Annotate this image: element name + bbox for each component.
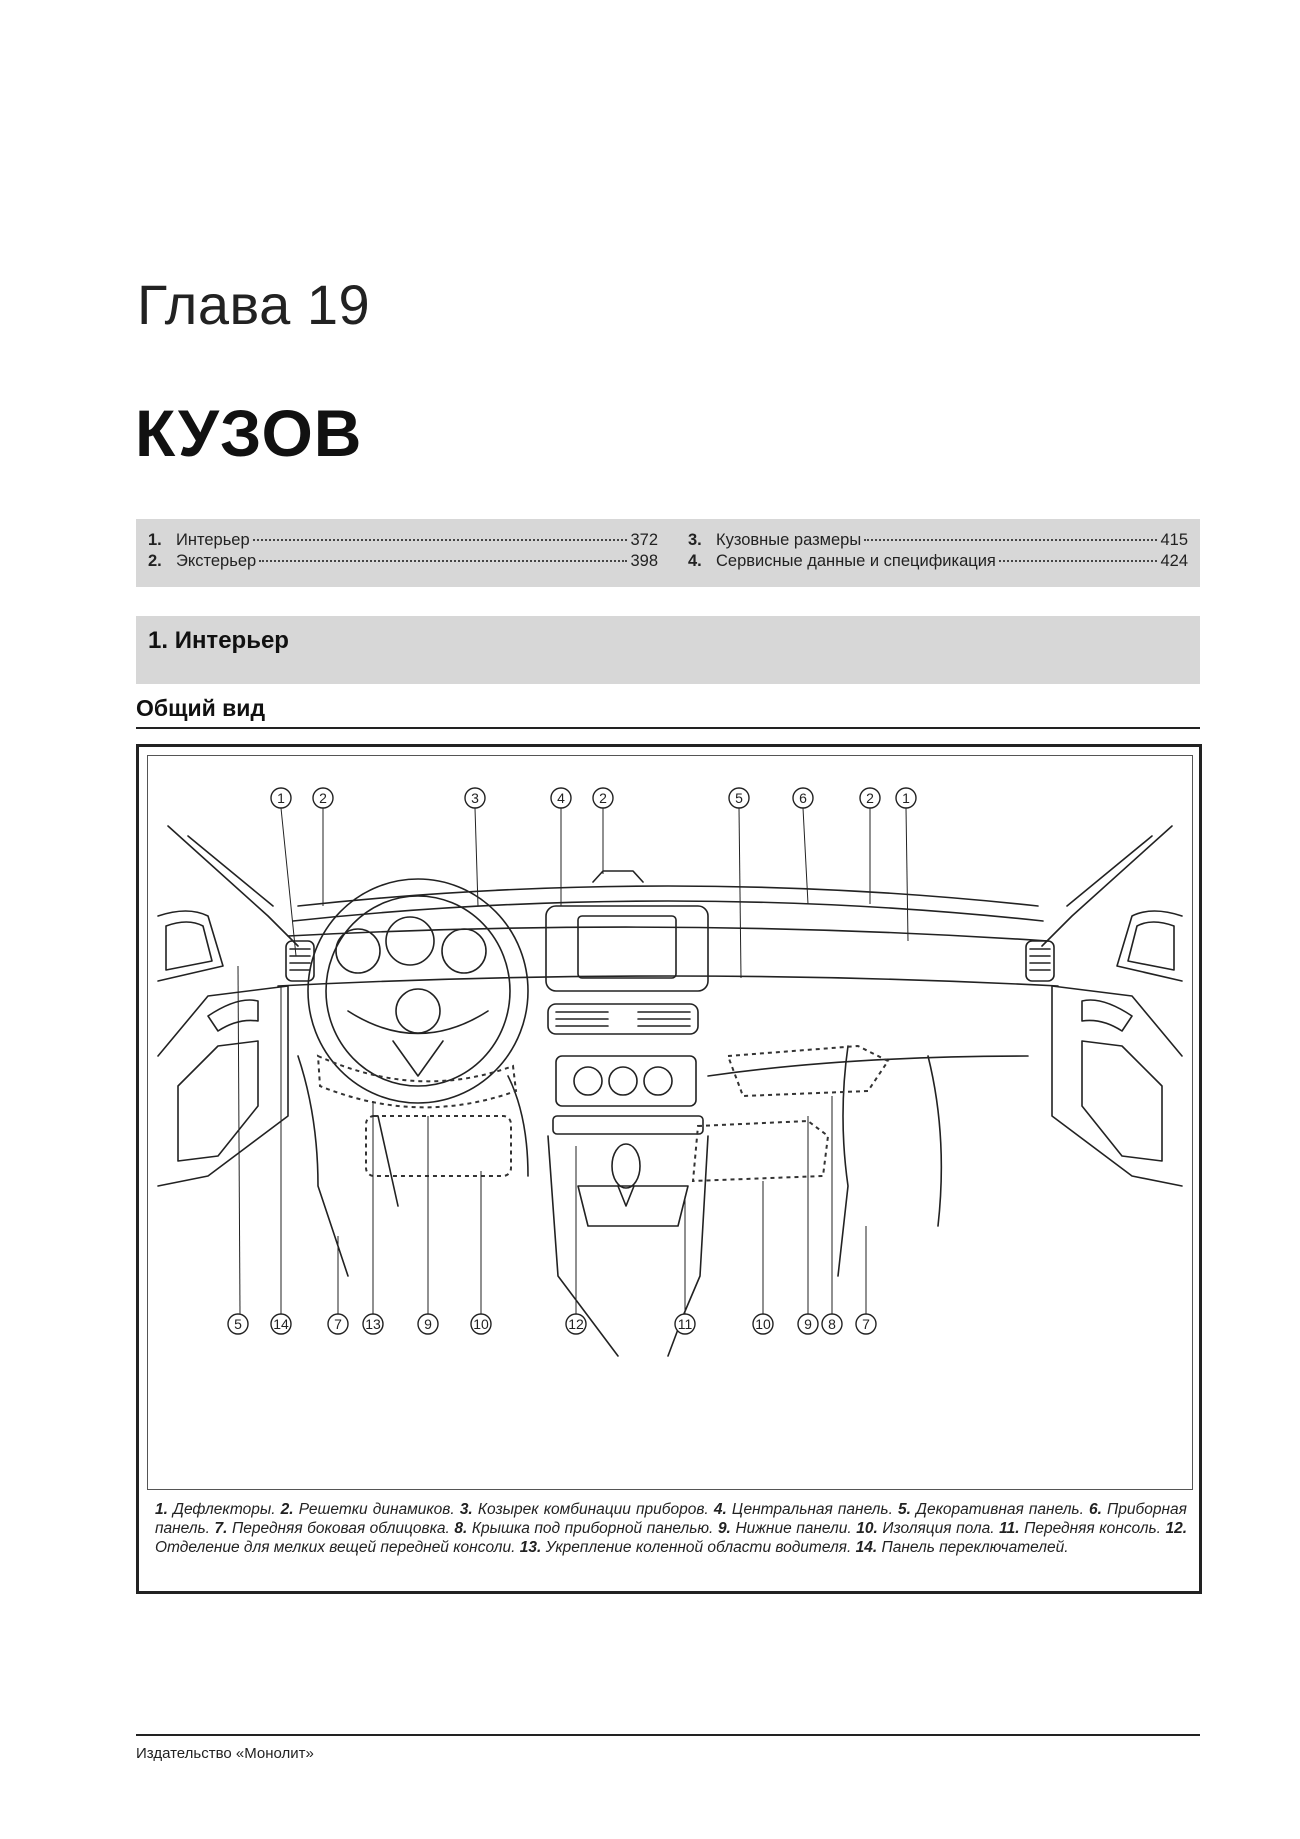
publisher-footer: Издательство «Монолит»	[136, 1745, 314, 1762]
svg-text:14: 14	[273, 1316, 289, 1332]
callout-bottom-5	[418, 1314, 438, 1334]
dashboard-illustration	[148, 756, 1192, 1489]
toc-item-number: 4.	[688, 552, 702, 570]
callout-bottom-9	[753, 1314, 773, 1334]
chapter-title: КУЗОВ	[135, 396, 363, 470]
callout-bottom-12	[856, 1314, 876, 1334]
toc-item-number: 3.	[688, 531, 702, 549]
callout-bottom-3	[328, 1314, 348, 1334]
svg-text:10: 10	[473, 1316, 489, 1332]
table-of-contents	[136, 519, 1200, 587]
toc-dot-leader	[253, 539, 628, 541]
callout-top-3	[465, 788, 485, 808]
figure-drawing-area	[147, 755, 1193, 1490]
callout-top-1	[271, 788, 291, 808]
toc-item[interactable]	[148, 531, 658, 551]
callout-top-7	[793, 788, 813, 808]
footer-rule	[136, 1734, 1200, 1736]
callout-top-6	[729, 788, 749, 808]
callout-top-8	[860, 788, 880, 808]
toc-item-title: Экстерьер	[176, 552, 257, 570]
callout-bottom-11	[822, 1314, 842, 1334]
callout-bottom-2	[271, 1314, 291, 1334]
svg-text:7: 7	[334, 1316, 342, 1332]
svg-text:2: 2	[866, 790, 874, 806]
interior-figure	[136, 744, 1202, 1594]
section-number: 1.	[148, 627, 169, 654]
section-name: Интерьер	[174, 627, 289, 654]
callout-top-4	[551, 788, 571, 808]
toc-item-page: 398	[630, 552, 658, 570]
svg-text:1: 1	[277, 790, 285, 806]
callout-bottom-1	[228, 1314, 248, 1334]
toc-item-number: 1.	[148, 531, 162, 549]
svg-text:11: 11	[677, 1316, 693, 1332]
subsection-rule	[136, 727, 1200, 729]
section-title	[148, 627, 289, 655]
callout-bottom-6	[471, 1314, 491, 1334]
svg-text:9: 9	[424, 1316, 432, 1332]
chapter-label: Глава 19	[137, 273, 371, 336]
svg-text:5: 5	[234, 1316, 242, 1332]
toc-item-title: Сервисные данные и спецификация	[716, 552, 996, 570]
toc-item-page: 424	[1160, 552, 1188, 570]
figure-caption: 1. Дефлекторы. 2. Решетки динамиков. 3. Козырек комбинации приборов. 4. Центральная панель. 5. Декоративная панель. 6. Приборная панель. 7. Передняя боковая облицовка. 8. Крышка под приборной панелью. 9. Нижние панели. 10. Изоляция пола. 11. Передняя консоль. 12. Отделение для мелких вещей передней консоли. 13. Укрепление коленной области водителя. 14. Панель переключателей.	[155, 1501, 1188, 1556]
callout-bottom-10	[798, 1314, 818, 1334]
section-header	[136, 616, 1200, 684]
svg-text:6: 6	[799, 790, 807, 806]
svg-text:7: 7	[862, 1316, 870, 1332]
toc-item-page: 415	[1160, 531, 1188, 549]
toc-item-title: Интерьер	[176, 531, 250, 549]
callout-bottom-8	[675, 1314, 695, 1334]
svg-text:12: 12	[568, 1316, 584, 1332]
svg-text:5: 5	[735, 790, 743, 806]
toc-dot-leader	[999, 560, 1158, 562]
toc-item-number: 2.	[148, 552, 162, 570]
svg-text:4: 4	[557, 790, 565, 806]
callout-bottom-4	[363, 1314, 383, 1334]
callout-bottom-7	[566, 1314, 586, 1334]
toc-item-page: 372	[630, 531, 658, 549]
toc-item[interactable]	[148, 552, 658, 572]
toc-dot-leader	[259, 560, 627, 562]
svg-text:3: 3	[471, 790, 479, 806]
callout-top-5	[593, 788, 613, 808]
svg-text:10: 10	[755, 1316, 771, 1332]
toc-item[interactable]	[688, 531, 1188, 551]
svg-text:13: 13	[365, 1316, 381, 1332]
svg-text:2: 2	[319, 790, 327, 806]
subsection-title: Общий вид	[136, 695, 266, 721]
svg-text:8: 8	[828, 1316, 836, 1332]
toc-item[interactable]	[688, 552, 1188, 572]
svg-text:9: 9	[804, 1316, 812, 1332]
svg-text:1: 1	[902, 790, 910, 806]
callout-top-9	[896, 788, 916, 808]
toc-item-title: Кузовные размеры	[716, 531, 862, 549]
toc-dot-leader	[864, 539, 1157, 541]
svg-text:2: 2	[599, 790, 607, 806]
callout-top-2	[313, 788, 333, 808]
